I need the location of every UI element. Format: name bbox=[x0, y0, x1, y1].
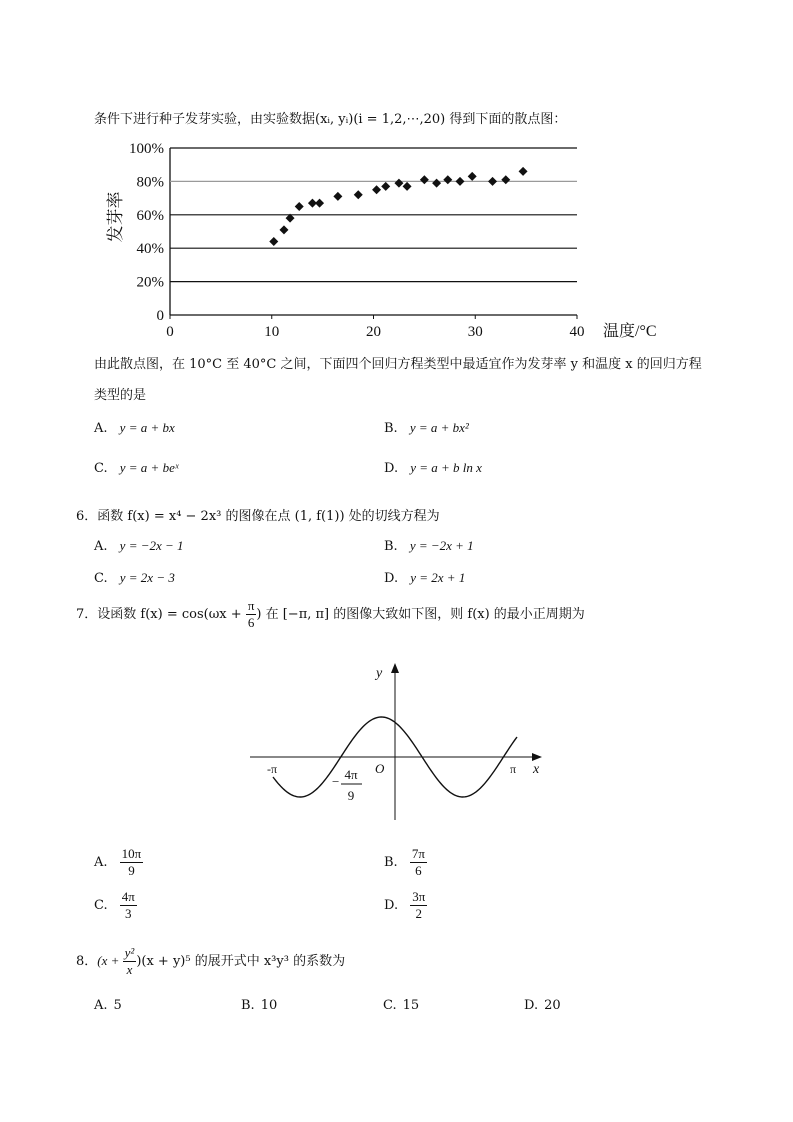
stem-part-b: )(x + y)⁵ 的展开式中 x³y³ 的系数为 bbox=[136, 954, 346, 969]
x-axis-arrow-icon bbox=[532, 753, 542, 761]
chart-point bbox=[501, 175, 510, 184]
option-text: 10 bbox=[260, 998, 278, 1013]
option-label: C. bbox=[383, 998, 397, 1013]
chart-x-tick-label: 10 bbox=[264, 324, 280, 340]
left-bound-label: -π bbox=[267, 762, 278, 776]
cosine-graph bbox=[245, 655, 555, 825]
option-fraction bbox=[410, 889, 427, 922]
chart-x-tick-label: 40 bbox=[569, 324, 585, 340]
q6-stem bbox=[76, 505, 440, 524]
chart-point bbox=[519, 167, 528, 176]
chart-gridlines bbox=[170, 148, 577, 319]
chart-point bbox=[372, 185, 381, 194]
chart-y-tick-labels bbox=[129, 141, 164, 324]
chart-point bbox=[443, 175, 452, 184]
chart-point bbox=[381, 182, 390, 191]
question-number: 7． bbox=[76, 607, 98, 622]
chart-point bbox=[455, 177, 464, 186]
chart-y-tick-label: 100% bbox=[129, 141, 164, 157]
option-text: y = 2x − 3 bbox=[119, 570, 175, 585]
chart-y-tick-label: 40% bbox=[136, 241, 164, 258]
fraction-denominator: 2 bbox=[415, 906, 423, 921]
question-number: 6． bbox=[76, 509, 98, 524]
right-bound-label: π bbox=[510, 762, 517, 776]
q5-option-a[interactable] bbox=[94, 420, 175, 436]
y-axis-arrow-icon bbox=[391, 663, 399, 673]
fraction-denominator: 6 bbox=[415, 863, 422, 878]
q5-question-line2: 类型的是 bbox=[94, 388, 147, 403]
q7-option-b[interactable] bbox=[384, 846, 427, 879]
fraction-denominator: 3 bbox=[125, 906, 132, 921]
option-text: y = a + bx² bbox=[409, 420, 469, 435]
q5-option-c[interactable] bbox=[94, 460, 179, 476]
y-axis-label: y bbox=[376, 666, 383, 681]
q6-option-c[interactable] bbox=[94, 570, 175, 586]
chart-point bbox=[315, 199, 324, 208]
option-text: 15 bbox=[402, 998, 420, 1013]
fraction-numerator: 10π bbox=[121, 846, 142, 861]
chart-y-tick-label: 20% bbox=[136, 274, 164, 291]
chart-x-tick-label: 20 bbox=[366, 324, 381, 340]
option-label: A. bbox=[94, 421, 108, 436]
chart-y-axis-label: 发芽率 bbox=[106, 191, 125, 243]
option-text: y = 2x + 1 bbox=[410, 570, 466, 585]
option-label: D. bbox=[384, 571, 399, 586]
stem-fraction bbox=[123, 945, 137, 978]
option-text: y = a + beˣ bbox=[119, 460, 179, 475]
option-label: A. bbox=[94, 998, 108, 1013]
chart-point bbox=[403, 182, 412, 191]
chart-point bbox=[488, 177, 497, 186]
q5-question-line1: 由此散点图，在 10°C 至 40°C 之间，下面四个回归方程类型中最适宜作为发芽率 y 和温度 x 的回归方程 bbox=[94, 357, 702, 372]
q8-option-b[interactable] bbox=[241, 998, 277, 1013]
fraction-denominator: 6 bbox=[247, 615, 255, 630]
option-text: 20 bbox=[544, 998, 561, 1013]
marker-minus-sign: − bbox=[332, 774, 340, 789]
q5-option-d[interactable] bbox=[384, 460, 482, 476]
option-label: C. bbox=[94, 571, 108, 586]
fraction-numerator: 3π bbox=[412, 889, 426, 904]
q8-option-a[interactable] bbox=[94, 998, 122, 1013]
chart-y-tick-label: 60% bbox=[136, 207, 164, 224]
q7-option-c[interactable] bbox=[94, 889, 137, 922]
chart-point bbox=[420, 175, 429, 184]
option-label: B. bbox=[384, 421, 398, 436]
stem-fraction bbox=[246, 598, 257, 631]
scatter-chart bbox=[95, 135, 695, 345]
chart-point bbox=[333, 192, 342, 201]
option-text: y = a + b ln x bbox=[410, 460, 482, 475]
question-number: 8． bbox=[76, 954, 98, 969]
chart-points bbox=[269, 167, 527, 246]
option-label: D. bbox=[384, 898, 399, 913]
chart-x-tick-labels bbox=[166, 324, 584, 340]
marker-denominator: 9 bbox=[347, 788, 355, 803]
q8-option-c[interactable] bbox=[383, 998, 419, 1013]
stem-suffix: ) 在 [−π, π] 的图像大致如下图，则 f(x) 的最小正周期为 bbox=[256, 607, 585, 622]
option-fraction bbox=[120, 889, 137, 922]
chart-y-tick-label: 0 bbox=[156, 308, 164, 324]
option-label: D. bbox=[384, 461, 399, 476]
chart-x-tick-label: 0 bbox=[166, 324, 174, 340]
origin-label: O bbox=[375, 761, 385, 776]
chart-y-tick-label: 80% bbox=[136, 174, 164, 191]
question-text: 函数 f(x) = x⁴ − 2x³ 的图像在点 (1, f(1)) 处的切线方程为 bbox=[97, 509, 440, 524]
option-label: C. bbox=[94, 461, 108, 476]
q6-option-d[interactable] bbox=[384, 570, 465, 586]
chart-point bbox=[295, 202, 304, 211]
q7-option-a[interactable] bbox=[94, 846, 143, 879]
fraction-denominator: 9 bbox=[128, 863, 135, 878]
q5-option-b[interactable] bbox=[384, 420, 469, 436]
option-text: y = −2x − 1 bbox=[119, 538, 184, 553]
option-fraction bbox=[410, 846, 427, 879]
q8-option-d[interactable] bbox=[524, 998, 561, 1013]
option-text: y = −2x + 1 bbox=[409, 538, 474, 553]
option-label: A. bbox=[94, 855, 108, 870]
chart-point bbox=[269, 237, 278, 246]
q5-intro: 条件下进行种子发芽实验，由实验数据(xᵢ, yᵢ)(i = 1,2,⋯,20) 得到下面的散点图： bbox=[94, 112, 567, 127]
option-fraction bbox=[120, 846, 144, 879]
chart-point bbox=[279, 225, 288, 234]
stem-prefix: 设函数 f(x) = cos(ωx + bbox=[97, 607, 246, 622]
q7-option-d[interactable] bbox=[384, 889, 427, 922]
fraction-numerator: π bbox=[247, 598, 255, 613]
fraction-numerator: 4π bbox=[121, 889, 135, 904]
q8-stem bbox=[76, 945, 345, 978]
option-label: B. bbox=[384, 855, 398, 870]
option-label: B. bbox=[384, 539, 398, 554]
chart-point bbox=[432, 179, 441, 188]
chart-x-axis-label: 温度/°C bbox=[603, 323, 657, 340]
chart-point bbox=[394, 179, 403, 188]
q7-stem bbox=[76, 598, 585, 631]
option-text: y = a + bx bbox=[119, 420, 175, 435]
chart-x-tick-label: 30 bbox=[467, 324, 483, 340]
marker-numerator: 4π bbox=[344, 767, 358, 782]
option-label: A. bbox=[94, 539, 108, 554]
q6-option-a[interactable] bbox=[94, 538, 184, 554]
option-text: 5 bbox=[113, 998, 122, 1013]
x-axis-label: x bbox=[533, 762, 540, 777]
fraction-numerator: y² bbox=[124, 945, 135, 960]
chart-point bbox=[468, 172, 477, 181]
option-label: B. bbox=[241, 998, 255, 1013]
stem-part-a: (x + bbox=[97, 953, 123, 968]
chart-point bbox=[354, 190, 363, 199]
fraction-numerator: 7π bbox=[411, 846, 425, 861]
fraction-denominator: x bbox=[126, 962, 133, 977]
option-label: D. bbox=[524, 998, 539, 1013]
q6-option-b[interactable] bbox=[384, 538, 474, 554]
option-label: C. bbox=[94, 898, 108, 913]
